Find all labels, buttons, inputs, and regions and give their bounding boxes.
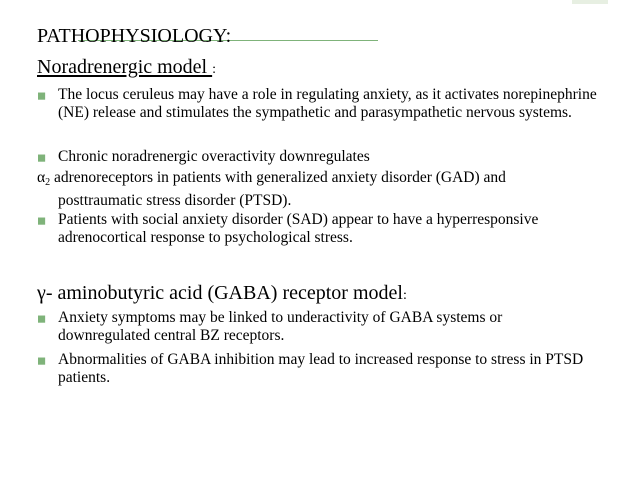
section-heading-gaba-text: γ- aminobutyric acid (GABA) receptor model <box>37 282 403 304</box>
bullet-text: Patients with social anxiety disorder (SAD) appear to have a hyperresponsive adrenocortical response to psychological stress. <box>58 211 539 246</box>
bullet-locus-ceruleus <box>37 86 597 122</box>
bullet-social-anxiety <box>37 211 597 247</box>
bullet-text: Anxiety symptoms may be linked to underactivity of GABA systems or downregulated central BZ receptors. <box>58 309 503 344</box>
square-bullet-icon: ◼ <box>37 313 47 325</box>
bullet-gaba-underactivity <box>37 309 597 345</box>
page-title <box>37 24 231 48</box>
page-title-text: PATHOPHYSIOLOGY: <box>37 25 232 47</box>
section-heading-noradrenergic <box>37 55 216 82</box>
bullet-gaba-inhibition <box>37 351 597 387</box>
square-bullet-icon: ◼ <box>37 152 47 164</box>
alpha-subscript: 2 <box>45 177 51 188</box>
section-heading-colon: : <box>212 62 217 77</box>
alpha-symbol: α <box>37 169 46 186</box>
section-heading-gaba <box>37 281 407 308</box>
square-bullet-icon: ◼ <box>37 355 47 367</box>
section-heading-colon: : <box>402 288 407 303</box>
square-bullet-icon: ◼ <box>37 90 47 102</box>
bullet-noradrenergic-overactivity <box>37 148 597 166</box>
bullet-text: The locus ceruleus may have a role in regulating anxiety, as it activates norepinephrine (NE) release and stimulates the sympathetic and parasympathetic nervous systems. <box>58 86 597 121</box>
alpha-line-continuation: posttraumatic stress disorder (PTSD). <box>58 192 292 209</box>
alpha-line-text: adrenoreceptors in patients with generalized anxiety disorder (GAD) and <box>50 169 506 186</box>
square-bullet-icon: ◼ <box>37 215 47 227</box>
bullet-text: Abnormalities of GABA inhibition may lead to increased response to stress in PTSD patients. <box>58 351 584 386</box>
decorative-accent-box <box>572 0 608 4</box>
alpha-receptor-line <box>37 169 597 210</box>
bullet-text: Chronic noradrenergic overactivity downregulates <box>58 148 370 165</box>
section-heading-noradrenergic-text: Noradrenergic model <box>37 56 213 78</box>
